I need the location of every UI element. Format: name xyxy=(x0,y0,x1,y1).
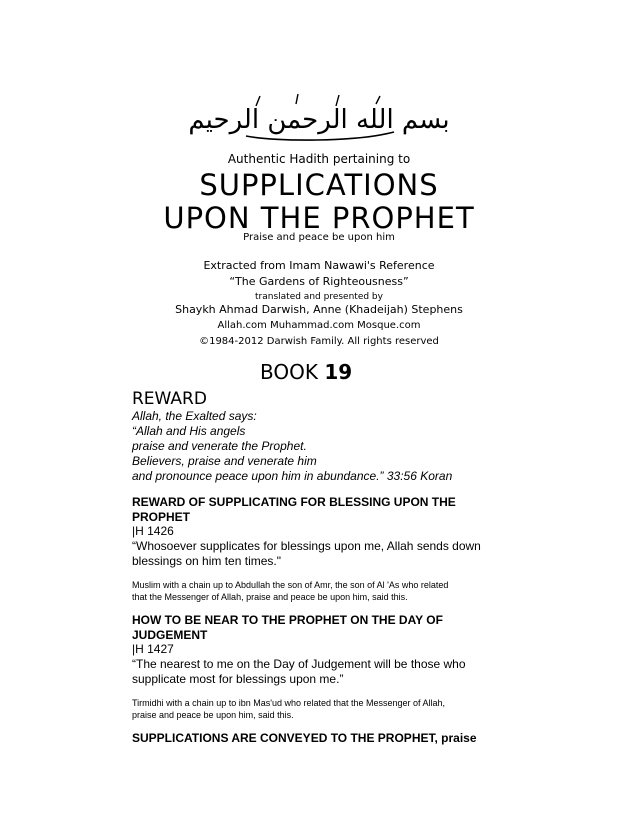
hadith-quote: “The nearest to me on the Day of Judgement will be those who xyxy=(132,657,466,671)
praise-line: Praise and peace be upon him xyxy=(243,232,395,243)
section-heading: REWARD OF SUPPLICATING FOR BLESSING UPON THE xyxy=(132,495,456,509)
verse-line: Allah, the Exalted says: xyxy=(132,409,257,423)
credit-translated: translated and presented by xyxy=(255,292,383,302)
hadith-quote: “Whosoever supplicates for blessings upon me, Allah sends down xyxy=(132,539,481,553)
reward-heading: REWARD xyxy=(132,389,207,409)
basmala-calligraphy xyxy=(188,92,450,144)
hadith-note: Muslim with a chain up to Abdullah the son of Amr, the son of Al 'As who related xyxy=(132,580,449,590)
verse-line: praise and venerate the Prophet. xyxy=(132,439,307,453)
hadith-ref: |H 1426 xyxy=(132,524,174,538)
credit-websites: Allah.com Muhammad.com Mosque.com xyxy=(217,320,421,331)
section-heading: HOW TO BE NEAR TO THE PROPHET ON THE DAY OF xyxy=(132,613,443,627)
verse-line: Believers, praise and venerate him xyxy=(132,454,317,468)
page-title-line1: SUPPLICATIONS xyxy=(199,168,439,202)
verse-line: and pronounce peace upon him in abundance.” 33:56 Koran xyxy=(132,469,453,483)
section-heading: PROPHET xyxy=(132,510,191,524)
hadith-note: Tirmidhi with a chain up to ibn Mas'ud who related that the Messenger of Allah, xyxy=(132,698,446,708)
credit-source: Extracted from Imam Nawawi's Reference xyxy=(203,259,435,272)
hadith-ref: |H 1427 xyxy=(132,642,174,656)
section-heading: SUPPLICATIONS ARE CONVEYED TO THE PROPHET, praise xyxy=(132,731,477,745)
book-label: BOOK xyxy=(260,360,318,384)
hadith-quote: supplicate most for blessings upon me.” xyxy=(132,672,344,686)
hadith-note: that the Messenger of Allah, praise and peace be upon him, said this. xyxy=(132,592,408,602)
page-title-line2: UPON THE PROPHET xyxy=(163,201,475,235)
book-number: 19 xyxy=(324,360,353,384)
verse-line: “Allah and His angels xyxy=(132,424,246,438)
hadith-note: praise and peace be upon him, said this. xyxy=(132,710,294,720)
copyright: ©1984-2012 Darwish Family. All rights reserved xyxy=(199,336,439,347)
credit-book: “The Gardens of Righteousness” xyxy=(229,275,409,288)
section-heading: JUDGEMENT xyxy=(132,628,208,642)
book-heading xyxy=(260,360,352,384)
svg-text:بسم الله الرحمن الرحيم: بسم الله الرحمن الرحيم xyxy=(188,105,450,135)
credit-authors: Shaykh Ahmad Darwish, Anne (Khadeijah) Stephens xyxy=(175,303,463,316)
hadith-quote: blessings on him ten times." xyxy=(132,554,281,568)
subtitle: Authentic Hadith pertaining to xyxy=(227,152,411,166)
